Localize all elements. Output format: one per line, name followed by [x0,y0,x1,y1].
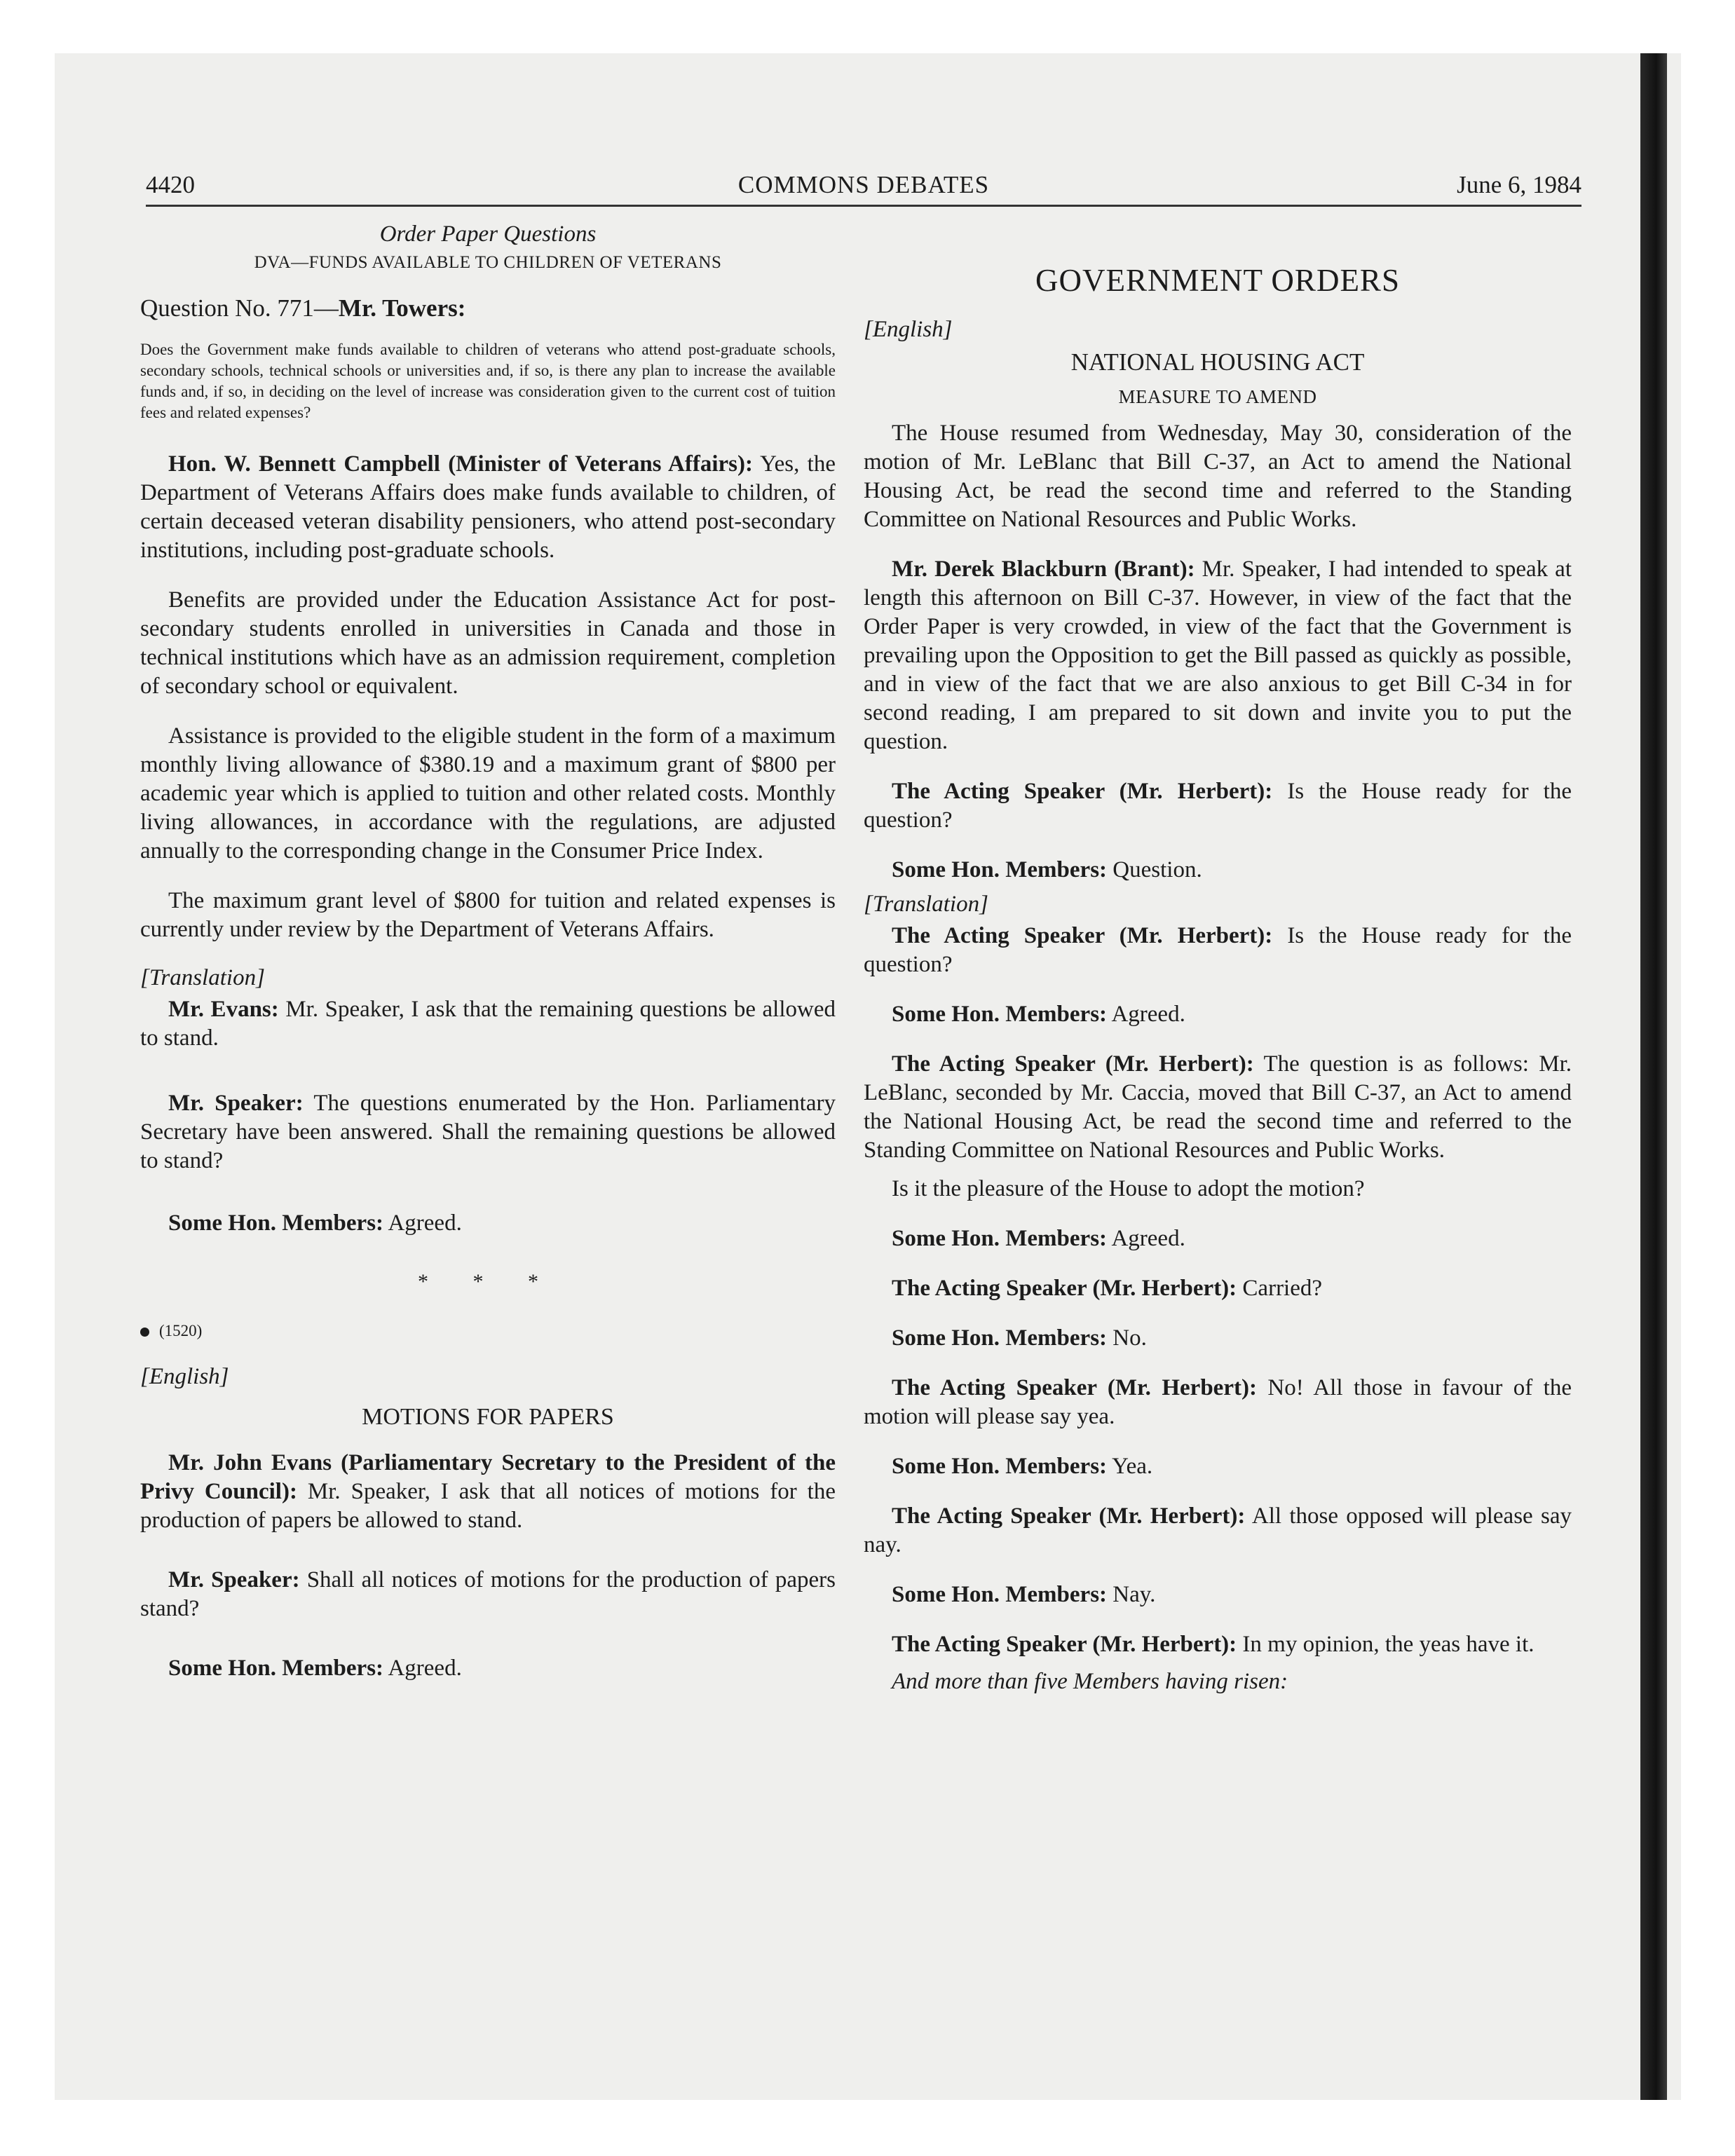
pleasure-paragraph: Is it the pleasure of the House to adopt the motion? [892,1176,1365,1201]
time-marker-text: (1520) [159,1322,203,1339]
members-paragraph [140,1209,836,1238]
english-tag: [English] [140,1364,229,1389]
acting-speaker-text: Carried? [1242,1276,1323,1301]
members-text: Agreed. [388,1210,462,1236]
evans-paragraph [140,995,836,1053]
members-paragraph-2 [140,1654,836,1683]
members-text: No. [1113,1325,1147,1351]
members-paragraph-r5 [864,1452,1572,1481]
acting-speaker-label: The Acting Speaker (Mr. Herbert): [892,1632,1237,1657]
members-text: Yea. [1112,1454,1153,1479]
members-text-2: Agreed. [388,1656,462,1681]
government-orders-heading: GOVERNMENT ORDERS [1035,263,1400,298]
members-text: Nay. [1113,1582,1156,1607]
acting-speaker-paragraph-2 [864,922,1572,979]
question-speaker: Mr. Towers: [338,294,466,322]
answer-paragraph [140,450,836,565]
acting-speaker-label: The Acting Speaker (Mr. Herbert): [892,779,1273,804]
right-column [864,221,1572,1717]
john-evans-paragraph [140,1449,836,1535]
translation-tag-right: [Translation] [864,892,988,917]
acting-speaker-label: The Acting Speaker (Mr. Herbert): [892,1276,1237,1301]
members-paragraph-r4 [864,1324,1572,1353]
members-paragraph-r1 [864,856,1572,885]
acting-speaker-paragraph-1 [864,777,1572,835]
speaker-text-2: Shall all notices of motions for the production of papers stand? [140,1567,836,1621]
question-subheading: DVA—FUNDS AVAILABLE TO CHILDREN OF VETERANS [254,253,722,272]
members-text: Agreed. [1111,1226,1185,1251]
english-tag-right: [English] [864,317,953,342]
members-label: Some Hon. Members: [892,857,1108,882]
acting-speaker-text: Is the House ready for the question? [864,923,1572,977]
members-paragraph-r2 [864,1000,1572,1029]
members-label: Some Hon. Members: [892,1582,1108,1607]
acting-speaker-text: Is the House ready for the question? [864,779,1572,833]
evans-text: Mr. Speaker, I ask that the remaining questions be allowed to stand. [140,997,836,1051]
publication-date: June 6, 1984 [1457,171,1581,198]
acting-speaker-paragraph-5 [864,1374,1572,1431]
acting-speaker-paragraph-3 [864,1050,1572,1165]
members-label: Some Hon. Members: [892,1454,1108,1479]
acting-speaker-label: The Acting Speaker (Mr. Herbert): [892,1375,1257,1400]
speaker-paragraph [140,1089,836,1175]
acting-speaker-text: All those opposed will please say nay. [864,1503,1572,1557]
question-label: Question No. 771— [140,294,339,322]
resumed-paragraph: The House resumed from Wednesday, May 30, consideration of the motion of Mr. LeBlanc that Bill C-37, an Act to amend the National Housing Act, be read the second time and referred to the Standing Committee on National Resources and Public Works. [864,421,1572,532]
acting-speaker-paragraph-7 [864,1630,1572,1659]
blackburn-speaker: Mr. Derek Blackburn (Brant): [892,557,1195,582]
acting-speaker-label: The Acting Speaker (Mr. Herbert): [892,1503,1246,1529]
speaker-paragraph-2 [140,1566,836,1623]
members-label: Some Hon. Members: [892,1325,1108,1351]
acting-speaker-text: The question is as follows: Mr. LeBlanc, seconded by Mr. Caccia, moved that Bill C-37, an Act to amend the National Housing Act, be read the second time and referred to the Standing Committee on National Resources and Public Works. [864,1051,1572,1163]
publication-title: COMMONS DEBATES [737,171,990,198]
page-number: 4420 [146,171,195,198]
answer-speaker: Hon. W. Bennett Campbell (Minister of Veterans Affairs): [168,451,753,477]
members-label: Some Hon. Members: [892,1002,1108,1027]
blackburn-text: Mr. Speaker, I had intended to speak at length this afternoon on Bill C-37. However, in view of the fact that the Order Paper is very crowded, in view of the fact that the Government is prevailing upon the Opposition to get the Bill passed as quickly as possible, and in view of the fact that we are also anxious to get Bill C-34 in for second reading, I am prepared to sit down and invite you to put the question. [864,557,1572,754]
question-line [140,294,836,322]
members-label: Some Hon. Members: [168,1210,384,1236]
acting-speaker-label: The Acting Speaker (Mr. Herbert): [892,923,1273,948]
members-label: Some Hon. Members: [892,1226,1108,1251]
acting-speaker-label: The Acting Speaker (Mr. Herbert): [892,1051,1254,1077]
members-label-2: Some Hon. Members: [168,1656,384,1681]
john-evans-speaker: Mr. John Evans (Parliamentary Secretary to the President of the Privy Council): [140,1450,836,1504]
left-column [140,221,836,1704]
acting-speaker-paragraph-4 [864,1274,1572,1303]
answer-paragraph-2: Benefits are provided under the Education Assistance Act for post-secondary students enrolled in universities in Canada and those in technical institutions which have as an admission requirement, completion of secondary school or equivalent. [140,587,836,699]
translation-tag: [Translation] [140,965,265,990]
time-marker [140,1322,836,1340]
answer-text: Yes, the Department of Veterans Affairs does make funds available to children, of certain deceased veteran disability pensioners, who attend post-secondary institutions, including post-graduate schools. [140,451,836,563]
section-separator: * * * [418,1270,558,1293]
question-text: Does the Government make funds available to children of veterans who attend post-graduate schools, secondary schools, technical schools or universities and, if so, is there any plan to increase the available funds and, if so, in deciding on the level of increase was consideration given to the current cost of tuition fees and related expenses? [140,341,836,421]
members-paragraph-r6 [864,1581,1572,1609]
closing-line: And more than five Members having risen: [892,1669,1288,1694]
section-heading: Order Paper Questions [379,221,597,247]
acting-speaker-text: In my opinion, the yeas have it. [1242,1632,1535,1657]
members-text: Question. [1113,857,1202,882]
act-subheading: MEASURE TO AMEND [1118,386,1317,407]
page-header [146,171,1581,207]
speaker-text: The questions enumerated by the Hon. Parliamentary Secretary have been answered. Shall the remaining questions be allowed to stand? [140,1091,836,1173]
john-evans-text: Mr. Speaker, I ask that all notices of motions for the production of papers be allowed to stand. [140,1479,836,1533]
act-heading: NATIONAL HOUSING ACT [1070,348,1365,376]
members-text: Agreed. [1111,1002,1185,1027]
members-paragraph-r3 [864,1224,1572,1253]
blackburn-paragraph [864,555,1572,756]
acting-speaker-paragraph-6 [864,1502,1572,1560]
evans-speaker: Mr. Evans: [168,997,279,1022]
acting-speaker-text: No! All those in favour of the motion will please say yea. [864,1375,1572,1429]
answer-paragraph-4: The maximum grant level of $800 for tuition and related expenses is currently under review by the Department of Veterans Affairs. [140,888,836,942]
bullet-icon [140,1328,149,1337]
motions-heading: MOTIONS FOR PAPERS [362,1404,614,1430]
speaker-label-2: Mr. Speaker: [168,1567,300,1592]
speaker-label: Mr. Speaker: [168,1091,304,1116]
answer-paragraph-3: Assistance is provided to the eligible student in the form of a maximum monthly living allowance of $380.19 and a maximum grant of $800 per academic year which is applied to tuition and other related costs. Monthly living allowances, in accordance with the regulations, are adjusted annually to the corresponding change in the Consumer Price Index. [140,723,836,864]
scan-edge [1640,53,1667,2100]
